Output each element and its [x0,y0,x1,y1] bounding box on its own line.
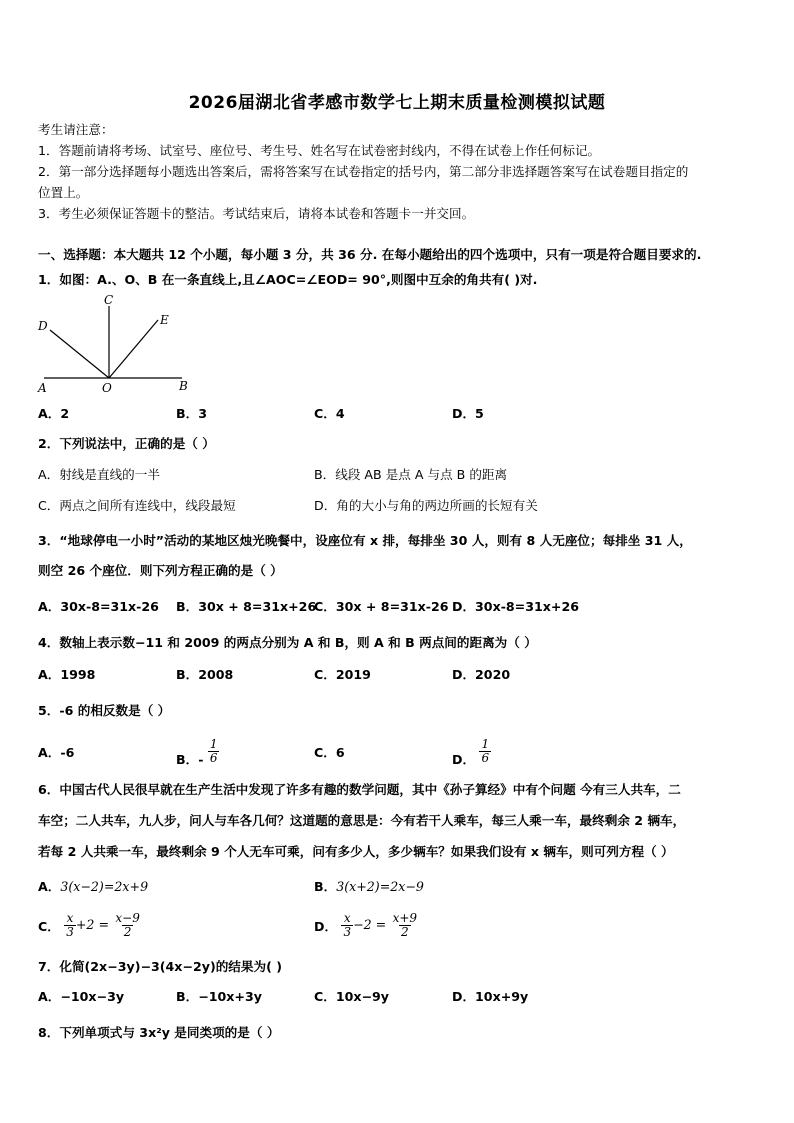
q2-option-c: C．两点之间所有连线中，线段最短 [38,498,236,513]
q2-option-b: B．线段 AB 是点 A 与点 B 的距离 [314,467,508,482]
q1-option-d: D．5 [452,406,484,421]
q6-option-d: D． $\frac{x}{3}$ −2 = $\frac{x+9}{2}$ [314,911,418,939]
q3-line-1: 3．“地球停电一小时”活动的某地区烛光晚餐中，设座位有 x 排，每排坐 30 人，则有 8 人无座位；每排坐 31 人， [38,533,692,548]
q6-option-b: B．3(x+2)=2x−9 [314,879,424,894]
q6-line-2: 车空；二人共车，九人步，问人与车各几何？这道题的意思是：今有若干人乘车，每三人乘一车，最终剩余 2 辆车， [38,813,686,828]
q1-option-a: A．2 [38,406,70,421]
notice-item-2: 2．第一部分选择题每小题选出答案后，需将答案写在试卷指定的括号内，第二部分非选择题答案写在试卷题目指定的 [38,164,689,179]
q5-b-fraction: $\frac{1}{6}$ [209,737,218,765]
q1-option-c: C．4 [314,406,345,421]
q6-option-a: A．3(x−2)=2x+9 [38,879,149,894]
q3-line-2: 则空 26 个座位．则下列方程正确的是（ ） [38,563,283,578]
q5-stem: 5．-6 的相反数是（ ） [38,703,171,718]
q7-stem: 7．化简(2x−3y)−3(4x−2y)的结果为( ) [38,959,282,974]
q7-option-b: B．−10x+3y [176,989,262,1004]
q5-option-c: C．6 [314,745,345,760]
label-c: C [104,293,114,307]
label-o: O [102,381,112,395]
notice-item-3: 3．考生必须保证答题卡的整洁。考试结束后，请将本试卷和答题卡一并交回。 [38,206,475,221]
label-d: D [38,319,48,333]
ray-oe [109,320,158,378]
q6-option-c: C． $\frac{x}{3}$ +2 = $\frac{x-9}{2}$ [38,911,140,939]
notice-item-2-cont: 位置上。 [38,185,89,200]
q4-stem: 4．数轴上表示数−11 和 2009 的两点分别为 A 和 B，则 A 和 B 两点间的距离为（ ） [38,635,537,650]
q3-option-b: B．30x + 8=31x+26 [176,599,317,614]
q8-stem: 8．下列单项式与 3x²y 是同类项的是（ ） [38,1025,280,1040]
label-a: A [38,381,47,395]
q6-line-3: 若每 2 人共乘一车，最终剩余 9 个人无车可乘，问有多少人，多少辆车？如果我们设有 x 辆车，则可列方程（ ） [38,844,674,859]
q1-stem: 1．如图：A.、O、B 在一条直线上,且∠AOC=∠EOD= 90°,则图中互余的角共有( )对. [38,272,538,287]
q3-option-d: D．30x-8=31x+26 [452,599,579,614]
q3-option-c: C．30x + 8=31x-26 [314,599,449,614]
q6-line-1: 6．中国古代人民很早就在生产生活中发现了许多有趣的数学问题，其中《孙子算经》中有个问题 今有三人共车，二 [38,782,681,797]
q2-stem: 2．下列说法中，正确的是（ ） [38,436,215,451]
section-heading: 一、选择题：本大题共 12 个小题，每小题 3 分，共 36 分. 在每小题给出的四个选项中，只有一项是符合题目要求的. [38,247,702,262]
q2-option-d: D．角的大小与角的两边所画的长短有关 [314,498,538,513]
q7-option-c: C．10x−9y [314,989,390,1004]
label-e: E [160,313,169,327]
q6-a-equation: 3(x−2)=2x+9 [60,879,149,894]
label-b: B [179,379,188,393]
notice-header: 考生请注意： [38,122,114,137]
q1-option-b: B．3 [176,406,207,421]
q4-option-c: C．2019 [314,667,371,682]
q4-option-a: A．1998 [38,667,96,682]
q6-b-equation: 3(x+2)=2x−9 [336,879,424,894]
q2-option-a: A．射线是直线的一半 [38,467,160,482]
q5-d-fraction: $\frac{1}{6}$ [481,737,490,765]
notice-item-1: 1．答题前请将考场、试室号、座位号、考生号、姓名写在试卷密封线内，不得在试卷上作任何标记。 [38,143,601,158]
ray-od [50,330,109,378]
q5-option-a: A．-6 [38,745,75,760]
q1-angle-figure [36,292,196,398]
q7-option-d: D．10x+9y [452,989,529,1004]
q4-option-b: B．2008 [176,667,234,682]
q4-option-d: D．2020 [452,667,511,682]
exam-title: 2026届湖北省孝感市数学七上期末质量检测模拟试题 [188,93,606,113]
q7-option-a: A．−10x−3y [38,989,125,1004]
q3-option-a: A．30x-8=31x-26 [38,599,159,614]
q5-option-b: B．- $\frac{1}{6}$ [176,737,218,767]
q5-option-d: D． $\frac{1}{6}$ [452,737,490,767]
